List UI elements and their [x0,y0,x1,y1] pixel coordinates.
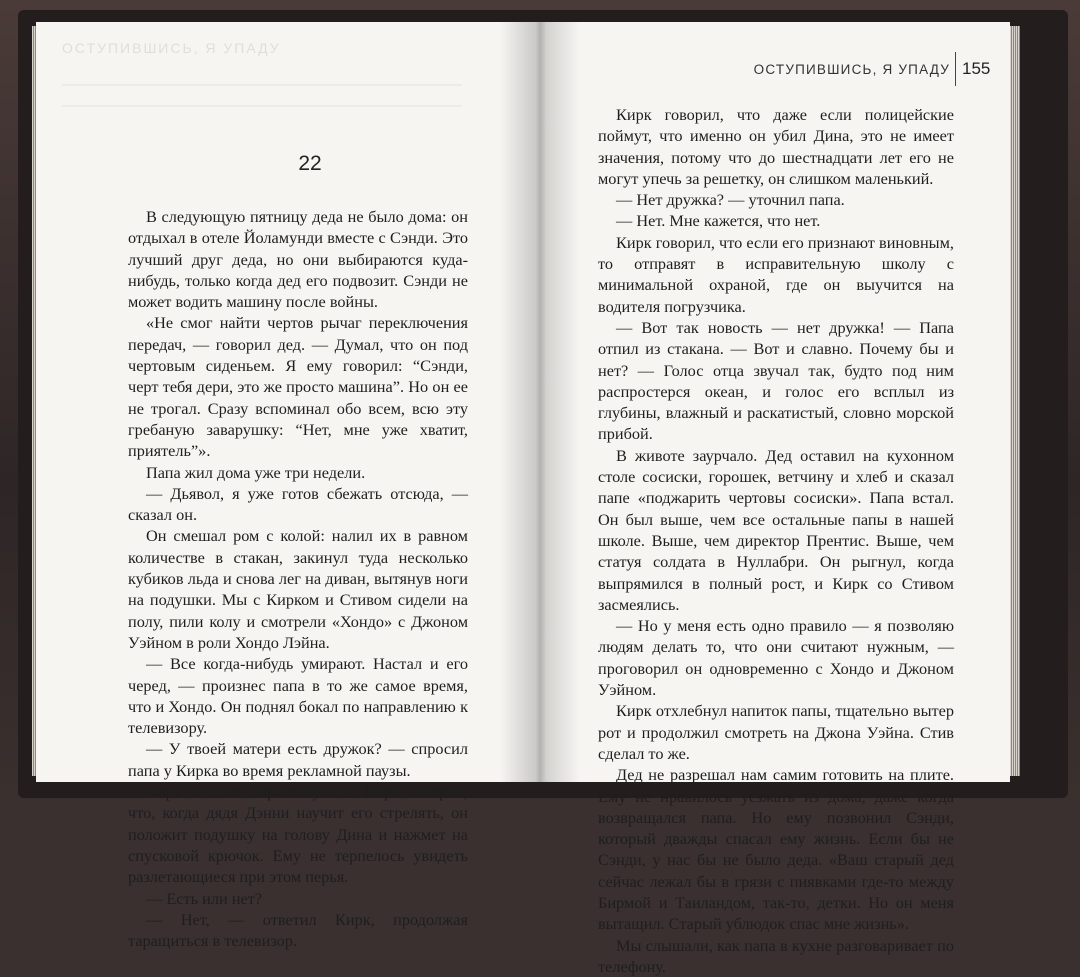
paragraph: Кирк говорил, что если его признают виновным, то отправят в исправительную школу с минимальной охраной, где он выучится на водителя погрузчика. [598,232,954,316]
running-head: ОСТУПИВШИСЬ, Я УПАДУ [753,62,950,77]
right-page-text [598,104,954,977]
paragraph: Кирк отхлебнул напиток папы, тщательно вытер рот и продолжил смотреть на Джона Уэйна. Стив сделал то же. [598,701,954,763]
paragraph: В следующую пятницу деда не было дома: он отдыхал в отеле Йоламунди вместе с Сэнди. Это лучший друг деда, но они выбираются куда-нибудь, только когда дед его подвозит. Сэнди не может водить машину после войны. [128,207,468,312]
paragraph: — У твоей матери есть дружок? — спросил папа у Кирка во время рекламной паузы. [128,739,468,780]
chapter-number: 22 [298,152,322,175]
left-page-text [128,206,468,951]
paragraph: — Нет, — ответил Кирк, продолжая таращиться в телевизор. [128,909,468,951]
paragraph: Он смешал ром с колой: налил их в равном количестве в стакан, закинул туда несколько кубиков льда и снова лег на диван, вытянув ноги на подушки. Мы с Кирком и Стивом сидели на полу, пили колу и смотрели «Хондо» с Джоном Уэйном в роли Хондо Лэйна. [128,526,468,652]
paragraph: Папа жил дома уже три недели. [146,462,366,482]
paragraph: — Вот так новость — нет дружка! — Папа отпил из стакана. — Вот и славно. Почему бы и нет? — Голос отца звучал так, будто под ним распростерся океан, и голос его всплыл из глубины, влажный и раскатистый, словно морской прибой. [598,317,954,444]
bleed-through-text [62,84,462,124]
paragraph: Кирк и Стив переглянулись. Кирк говорил, что, когда дядя Дэнни научит его стрелять, он положит подушку на голову Дина и нажмет на спусковой крючок. Ему не терпелось увидеть разлетающиеся при этом перья. [128,782,468,887]
paragraph: — Нет дружка? — уточнил папа. [616,190,845,210]
paragraph: Дед не разрешал нам самим готовить на плите. Ему не нравилось уезжать из дома, даже когда возвращался папа. Но ему позвонил Сэнди, который дважды спасал ему жизнь. Если бы не Сэнди, у нас бы не было деда. «Ваш старый дед сейчас лежал бы в грязи с пиявками где-то между Бирмой и Таиландом, так-то, детки. Но он меня вытащил. Старый ублюдок спас мне жизнь». [598,765,954,934]
paragraph: — Все когда-нибудь умирают. Настал и его черед, — произнес папа в то же самое время, что и Хондо. Он поднял бокал по направлению к телевизору. [128,654,468,738]
paragraph: — Но у меня есть одно правило — я позволяю людям делать то, что они считают нужным, — проговорил он одновременно с Хондо и Джоном Уэйном. [598,616,954,700]
paragraph: — Нет. Мне кажется, что нет. [616,211,821,231]
page-number: 155 [962,59,991,78]
right-page-edges [1010,26,1020,776]
paragraph: — Дьявол, я уже готов сбежать отсюда, — сказал он. [128,483,468,525]
paragraph: — Есть или нет? [146,888,263,908]
paragraph: «Не смог найти чертов рычаг переключения передач, — говорил дед. — Думал, что он под чертовым сиденьем. Я ему говорил: “Сэнди, черт тебя дери, это же просто машина”. Но он ее не трогал. Сразу вспоминал обо всем, всю эту гребаную заварушку: “Нет, мне уже хватит, приятель”». [128,313,468,461]
paragraph: В животе заурчало. Дед оставил на кухонном столе сосиски, горошек, ветчину и хлеб и сказал папе «поджарить чертовы сосиски». Папа встал. Он был выше, чем все остальные папы в нашей школе. Выше, чем директор Прентис. Выше, чем статуя солдата в Нуллабри. Он рыгнул, когда выпрямился в полный рост, и Кирк со Стивом засмеялись. [598,445,954,614]
paragraph: Мы слышали, как папа в кухне разговаривает по телефону. [598,935,954,976]
running-head-divider [955,52,956,86]
paragraph: Кирк говорил, что даже если полицейские поймут, что именно он убил Дина, это не имеет значения, потому что до шестнадцати лет его не могут упечь за решетку, он слишком маленький. [598,105,954,188]
bleed-through-running-head: ОСТУПИВШИСЬ, Я УПАДУ [62,40,281,56]
